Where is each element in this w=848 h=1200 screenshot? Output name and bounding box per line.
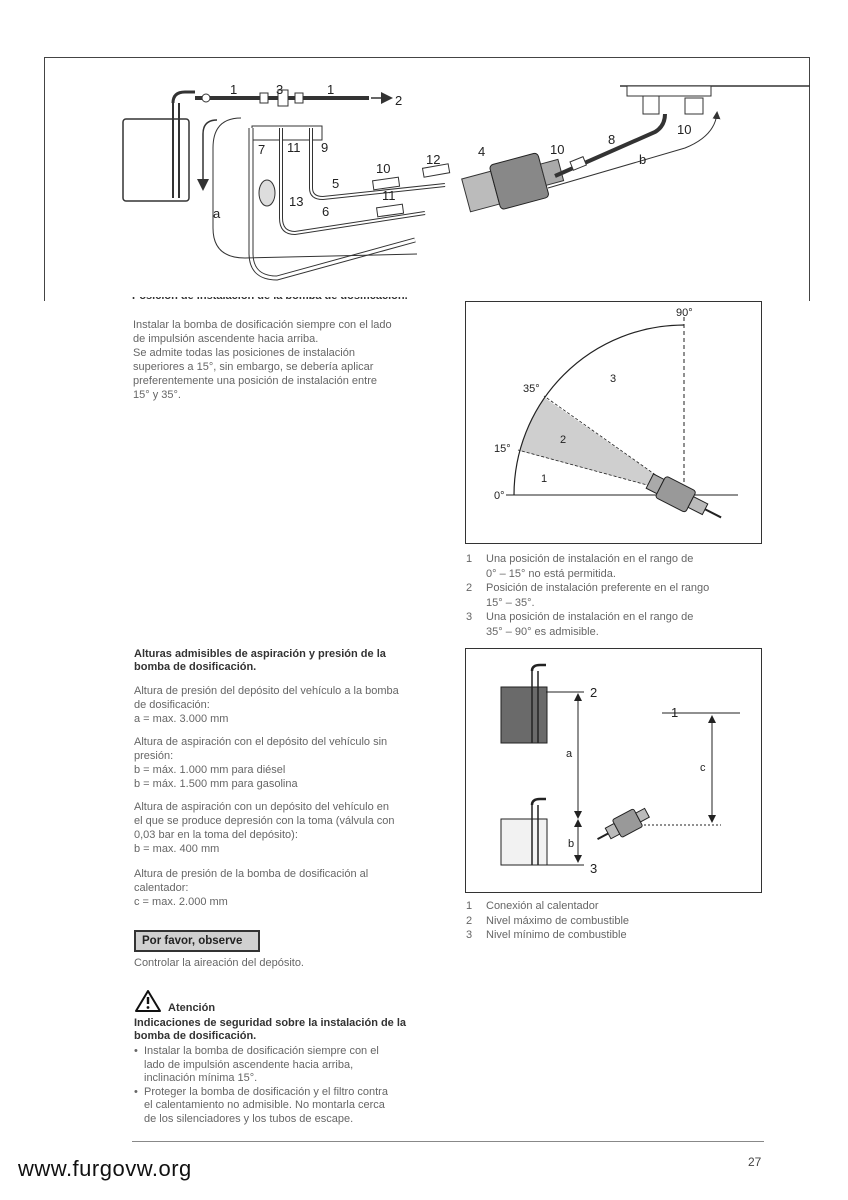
angle-pump-icon bbox=[644, 470, 726, 528]
text-line: el que se produce depresión con la toma (válvula con bbox=[134, 815, 395, 827]
angle-0-label: 0° bbox=[494, 490, 505, 502]
height-pump-icon bbox=[593, 804, 652, 848]
label-11b: 11 bbox=[382, 188, 396, 203]
heights-text-block-4 bbox=[134, 867, 444, 909]
zone-1-label: 1 bbox=[541, 473, 548, 485]
installation-diagram bbox=[44, 57, 810, 301]
legend-number: 3 bbox=[466, 929, 473, 941]
bullet-item bbox=[134, 1086, 444, 1127]
legend-text: Una posición de instalación en el rango de bbox=[486, 553, 694, 565]
angle-figure-drawing bbox=[466, 302, 761, 543]
angle-90-label: 90° bbox=[676, 307, 693, 319]
height-label-2: 2 bbox=[590, 685, 598, 700]
label-1b: 1 bbox=[327, 82, 335, 97]
text-line: Se admite todas las posiciones de instalación bbox=[133, 347, 355, 359]
text-line: Altura de presión de la bomba de dosificación al bbox=[134, 868, 369, 880]
installation-position-text bbox=[133, 318, 453, 402]
legend-text: 15° – 35°. bbox=[486, 596, 535, 609]
text-line: b = máx. 1.000 mm para diésel bbox=[134, 764, 286, 776]
zone-3-label: 3 bbox=[610, 373, 617, 385]
heights-text-block-1 bbox=[134, 684, 444, 726]
label-1a: 1 bbox=[230, 82, 238, 97]
dimension-a: a bbox=[213, 206, 221, 221]
angle-figure bbox=[465, 301, 762, 544]
label-10c: 10 bbox=[677, 122, 692, 137]
bullet-text: Proteger la bomba de dosificación y el filtro contra bbox=[144, 1085, 388, 1098]
bullet-dot: • bbox=[134, 1085, 138, 1098]
heights-text-block-3 bbox=[134, 800, 444, 856]
text-line: calentador: bbox=[134, 882, 189, 894]
bullet-text: Instalar la bomba de dosificación siempre con el bbox=[144, 1045, 379, 1057]
lower-tank bbox=[501, 819, 547, 865]
label-9: 9 bbox=[321, 140, 329, 155]
observe-notice-label: Por favor, observe bbox=[134, 930, 260, 952]
legend-text: Una posición de instalación en el rango de bbox=[486, 611, 694, 623]
heights-heading bbox=[134, 648, 444, 674]
legend-text: 0° – 15° no está permitida. bbox=[486, 567, 616, 580]
text-line: Altura de aspiración con el depósito del vehículo sin bbox=[134, 736, 388, 748]
observe-notice-text: Controlar la aireación del depósito. bbox=[134, 957, 304, 969]
height-figure-drawing bbox=[466, 649, 761, 892]
label-10b: 10 bbox=[550, 142, 565, 157]
label-4: 4 bbox=[478, 144, 486, 159]
height-dim-b: b bbox=[568, 838, 575, 850]
legend-text: 35° – 90° es admisible. bbox=[486, 625, 599, 638]
label-13: 13 bbox=[289, 194, 304, 209]
legend-number: 1 bbox=[466, 553, 473, 565]
bullet-text: inclinación mínima 15°. bbox=[144, 1072, 258, 1084]
legend-text: Nivel máximo de combustible bbox=[486, 914, 630, 927]
bullet-text: lado de impulsión ascendente hacia arriba, bbox=[144, 1058, 354, 1071]
bullet-text: de los silenciadores y los tubos de escape. bbox=[144, 1112, 354, 1125]
label-12: 12 bbox=[426, 152, 441, 167]
dosing-pump bbox=[460, 148, 567, 218]
label-8: 8 bbox=[608, 132, 616, 147]
text-line: presión: bbox=[134, 750, 174, 762]
angle-15-label: 15° bbox=[494, 443, 511, 455]
bullet-dot: • bbox=[134, 1045, 138, 1057]
legend-number: 1 bbox=[466, 900, 473, 912]
text-line: b = max. 400 mm bbox=[134, 843, 220, 855]
text-line: de impulsión ascendente hacia arriba. bbox=[133, 333, 319, 345]
warning-heading bbox=[134, 1017, 444, 1043]
text-line: Altura de aspiración con un depósito del vehículo en bbox=[134, 801, 390, 813]
text-line: a = max. 3.000 mm bbox=[134, 713, 229, 725]
text-line: superiores a 15°, sin embargo, se debería aplicar bbox=[133, 361, 374, 373]
legend-text: Conexión al calentador bbox=[486, 900, 599, 912]
label-10a: 10 bbox=[376, 161, 391, 176]
page-number: 27 bbox=[748, 1155, 762, 1169]
legend-item bbox=[466, 581, 756, 610]
bullet-text: el calentamiento no admisible. No montarla cerca bbox=[144, 1099, 385, 1111]
heading-line: bomba de dosificación. bbox=[134, 1030, 257, 1042]
warning-triangle-icon bbox=[134, 989, 162, 1013]
legend-number: 2 bbox=[466, 914, 473, 927]
bullet-item bbox=[134, 1045, 444, 1086]
height-legend bbox=[466, 899, 756, 943]
height-label-3: 3 bbox=[590, 861, 598, 876]
height-dim-c: c bbox=[700, 762, 706, 774]
angle-legend bbox=[466, 552, 756, 639]
warning-label: Atención bbox=[168, 1002, 216, 1014]
legend-item bbox=[466, 928, 756, 943]
text-line: c = max. 2.000 mm bbox=[134, 896, 228, 908]
heading-line: Alturas admisibles de aspiración y presión de la bbox=[134, 648, 386, 660]
text-line: 15° y 35°. bbox=[133, 389, 181, 401]
label-11a: 11 bbox=[287, 140, 301, 155]
legend-item bbox=[466, 552, 756, 581]
text-line: Instalar la bomba de dosificación siempre con el lado bbox=[133, 319, 392, 331]
height-figure bbox=[465, 648, 762, 893]
label-3: 3 bbox=[276, 82, 284, 97]
legend-text: Nivel mínimo de combustible bbox=[486, 929, 627, 941]
legend-item bbox=[466, 914, 756, 929]
text-line: 0,03 bar en la toma del depósito): bbox=[134, 829, 298, 841]
legend-number: 3 bbox=[466, 611, 473, 623]
label-5: 5 bbox=[332, 176, 340, 191]
text-line: preferentemente una posición de instalación entre bbox=[133, 375, 377, 387]
legend-item bbox=[466, 899, 756, 914]
height-label-1: 1 bbox=[671, 705, 679, 720]
text-line: b = máx. 1.500 mm para gasolina bbox=[134, 778, 298, 790]
legend-text: Posición de instalación preferente en el rango bbox=[486, 582, 710, 594]
legend-item bbox=[466, 610, 756, 639]
height-dim-a: a bbox=[566, 748, 573, 760]
angle-35-label: 35° bbox=[523, 383, 540, 395]
zone-2-label: 2 bbox=[560, 434, 567, 446]
installation-diagram-drawing bbox=[45, 58, 811, 302]
heading-line: Indicaciones de seguridad sobre la instalación de la bbox=[134, 1017, 407, 1029]
text-line: de dosificación: bbox=[134, 699, 210, 711]
text-line: Altura de presión del depósito del vehículo a la bomba bbox=[134, 685, 399, 697]
warning-bullets bbox=[134, 1045, 444, 1126]
legend-number: 2 bbox=[466, 582, 473, 594]
website-watermark: www.furgovw.org bbox=[18, 1156, 192, 1181]
label-7: 7 bbox=[258, 142, 266, 157]
upper-tank bbox=[501, 687, 547, 743]
label-6: 6 bbox=[322, 204, 330, 219]
label-2: 2 bbox=[395, 93, 403, 108]
heights-text-block-2 bbox=[134, 735, 444, 791]
footer-rule bbox=[132, 1141, 764, 1142]
dimension-b: b bbox=[639, 152, 647, 167]
heading-line: bomba de dosificación. bbox=[134, 661, 257, 673]
